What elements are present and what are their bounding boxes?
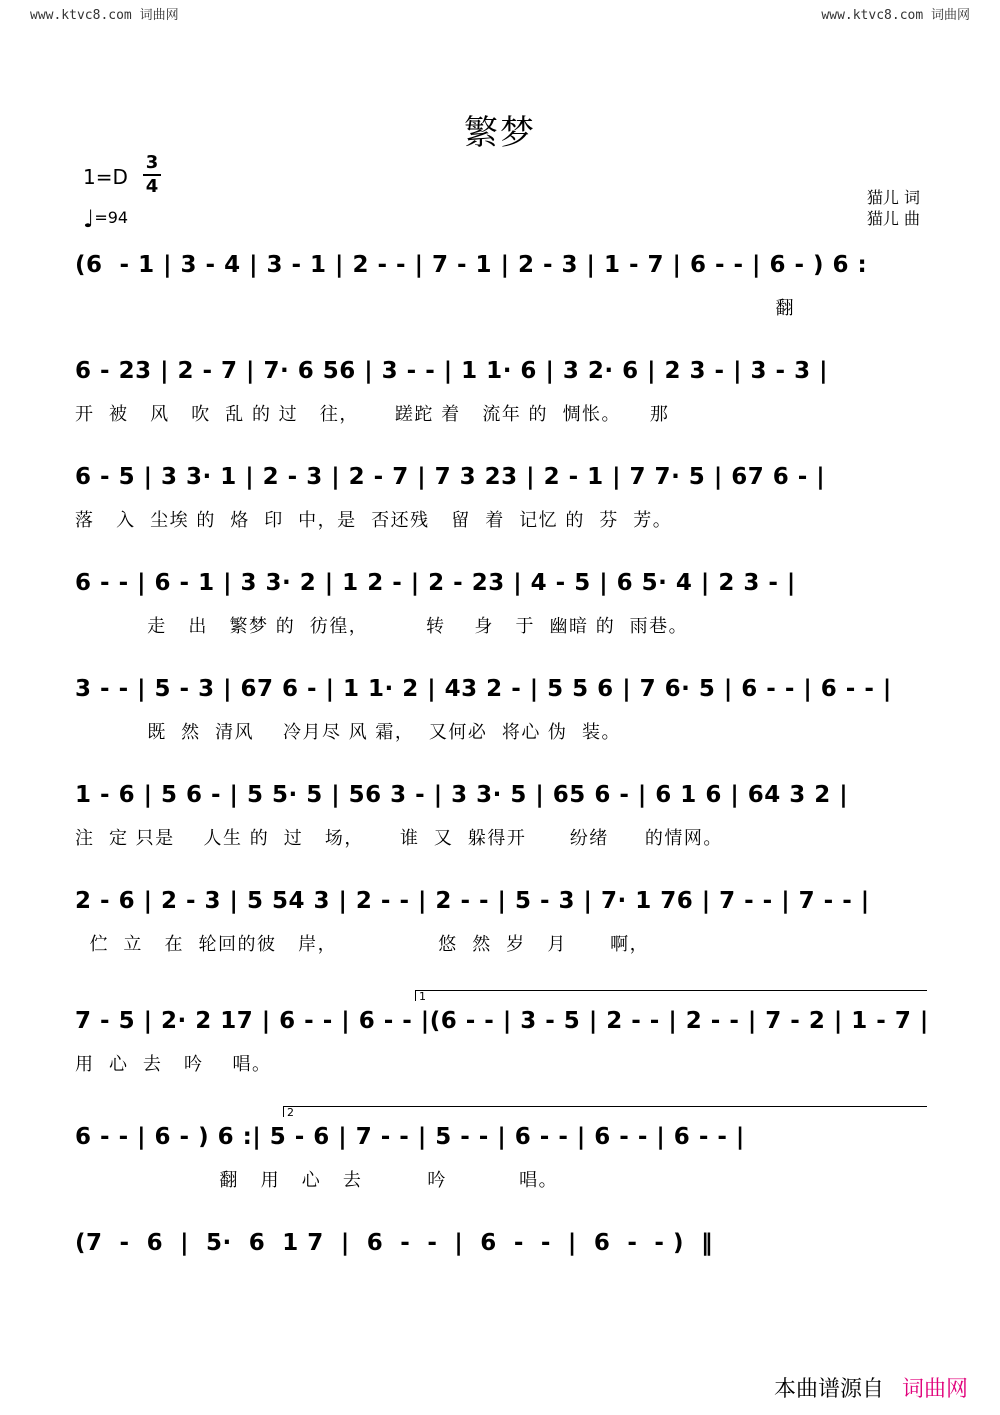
notes: (6 - 1 | 3 - 4 | 3 - 1 | 2 - - | 7 - 1 | 2 - 3 | 1 - 7 | 6 - - | 6 - ) 6 : — [75, 252, 868, 278]
notes: 1 - 6 | 5 6 - | 5 5· 5 | 56 3 - | 3 3· 5 | 65 6 - | 6 1 6 | 64 3 2 | — [75, 782, 849, 808]
notes: (7 - 6 | 5· 6 1 7 | 6 - - | 6 - - | 6 - - ) ‖ — [75, 1230, 714, 1256]
notes: 2 - 6 | 2 - 3 | 5 54 3 | 2 - - | 2 - - | 5 - 3 | 7· 1 76 | 7 - - | 7 - - | — [75, 888, 870, 914]
watermark-left: www.ktvc8.com 词曲网 — [30, 8, 179, 23]
notes: 6 - - | 6 - 1 | 3 3· 2 | 1 2 - | 2 - 23 | 4 - 5 | 6 5· 4 | 2 3 - | — [75, 570, 796, 596]
lyrics: 既 然 清风 冷月尽 风 霜， 又何必 将心 伪 装。 — [75, 722, 621, 743]
tempo-marking — [83, 205, 128, 233]
time-signature-bottom: 4 — [145, 176, 159, 197]
lyrics: 用 心 去 吟 唱。 — [75, 1054, 272, 1075]
lyrics: 伫 立 在 轮回的彼 岸， 悠 然 岁 月 啊， — [75, 934, 650, 955]
lyrics: 翻 用 心 去 吟 唱。 — [75, 1170, 559, 1191]
lyrics: 翻 — [75, 298, 796, 319]
lyrics: 走 出 繁梦 的 彷徨， 转 身 于 幽暗 的 雨巷。 — [75, 616, 689, 637]
key-signature: 1=D — [83, 165, 128, 189]
footer-source: 本曲谱源自 — [773, 1377, 884, 1402]
footer-brand-link[interactable]: 词曲网 — [901, 1377, 968, 1402]
tempo-value: =94 — [94, 208, 129, 227]
first-ending-bracket: 1 — [415, 990, 927, 1001]
quarter-note-icon: ♩ — [83, 205, 95, 233]
notes: 6 - 5 | 3 3· 1 | 2 - 3 | 2 - 7 | 7 3 23 | 2 - 1 | 7 7· 5 | 67 6 - | — [75, 464, 826, 490]
lyricist: 猫儿 词 — [866, 188, 920, 207]
lyrics: 开 被 风 吹 乱 的 过 往， 蹉跎 着 流年 的 惆怅。 那 — [75, 404, 670, 425]
lyrics: 注 定 只是 人生 的 过 场， 谁 又 躲得开 纷绪 的情网。 — [75, 828, 723, 849]
watermark-right: www.ktvc8.com 词曲网 — [821, 8, 970, 23]
notes: 6 - 23 | 2 - 7 | 7· 6 56 | 3 - - | 1 1· 6 | 3 2· 6 | 2 3 - | 3 - 3 | — [75, 358, 828, 384]
time-signature — [143, 153, 161, 197]
footer-credit — [774, 1372, 968, 1403]
composer: 猫儿 曲 — [866, 209, 920, 228]
lyrics: 落 入 尘埃 的 烙 印 中，是 否还残 留 着 记忆 的 芬 芳。 — [75, 510, 673, 531]
notes: 3 - - | 5 - 3 | 67 6 - | 1 1· 2 | 43 2 - | 5 5 6 | 7 6· 5 | 6 - - | 6 - - | — [75, 676, 892, 702]
second-ending-bracket: 2 — [283, 1106, 927, 1117]
notes: 6 - - | 6 - ) 6 :| 5 - 6 | 7 - - | 5 - - | 6 - - | 6 - - | 6 - - | — [75, 1124, 745, 1150]
time-signature-top: 3 — [145, 152, 159, 173]
credits — [867, 187, 920, 229]
song-title: 繁梦 — [464, 113, 536, 153]
notes: 7 - 5 | 2· 2 17 | 6 - - | 6 - - |(6 - - | 3 - 5 | 2 - - | 2 - - | 7 - 2 | 1 - 7 | — [75, 1008, 929, 1034]
